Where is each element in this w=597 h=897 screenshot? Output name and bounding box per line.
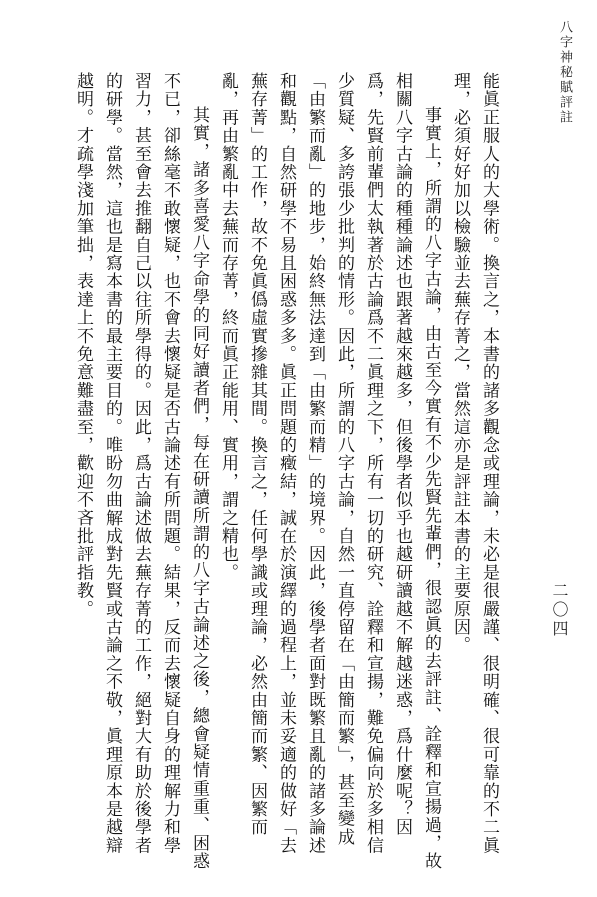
page-number: 二〇四 — [550, 582, 569, 639]
paragraph-2: 事實上，所謂的八字古論，由古至今實有不少先賢先輩們，很認眞的去評註、詮釋和宣揚過，故相關八字古論的種種論述也跟著越來越多，但後學者似乎也越研讀越不解越迷惑，爲什麼呢？因爲，先賢前輩們太執著於古論爲不二眞理之下，所有一切的研究、詮釋和宣揚，難免偏向於多相信少質疑、多誇張少批判的情形。因此，所謂的八字古論，自然一直停留在「由簡而繁」，甚至變成「由繁而亂」的地步，始終無法達到「由繁而精」的境界。因此，後學者面對既繁且亂的諸多論述和觀點，自然研學不易且困惑多多。眞正問題的癥結，誠在於演繹的過程上，並未妥適的做好「去蕪存菁」的工作，故不免眞僞虛實摻雜其間。換言之，任何學識或理論，必然由簡而繁、因繁而亂，再由繁亂中去蕪而存菁，終而眞正能用、實用，謂之精也。 — [218, 72, 441, 871]
paragraph-3: 其實，諸多喜愛八字命學的同好讀者們，每在研讀所謂的八字古論述之後，總會疑情重重、困惑不已，卻絲毫不敢懷疑，也不會去懷疑是否古論述有所問題。結果，反而去懷疑自身的理解力和學習力，甚至會去推翻自己以往所學得的。因此，爲古論述做去蕪存菁的工作，絕對大有助於後學者的研學。當然，這也是寫本書的最主要目的。唯盼勿曲解成對先賢或古論之不敬，眞理原本是越辯越明。才疏學淺加筆拙，表達上不免意難盡至，歡迎不吝批評指教。 — [73, 72, 209, 871]
paragraph-1: 能眞正服人的大學術。換言之，本書的諸多觀念或理論，未必是很嚴謹、很明確、很可靠的不二眞理，必須好好加以檢驗並去蕪存菁之，當然這亦是評註本書的主要原因。 — [450, 72, 499, 855]
running-header-book-title: 八字神秘賦評註 — [557, 20, 572, 125]
main-text-column-block — [43, 72, 503, 872]
